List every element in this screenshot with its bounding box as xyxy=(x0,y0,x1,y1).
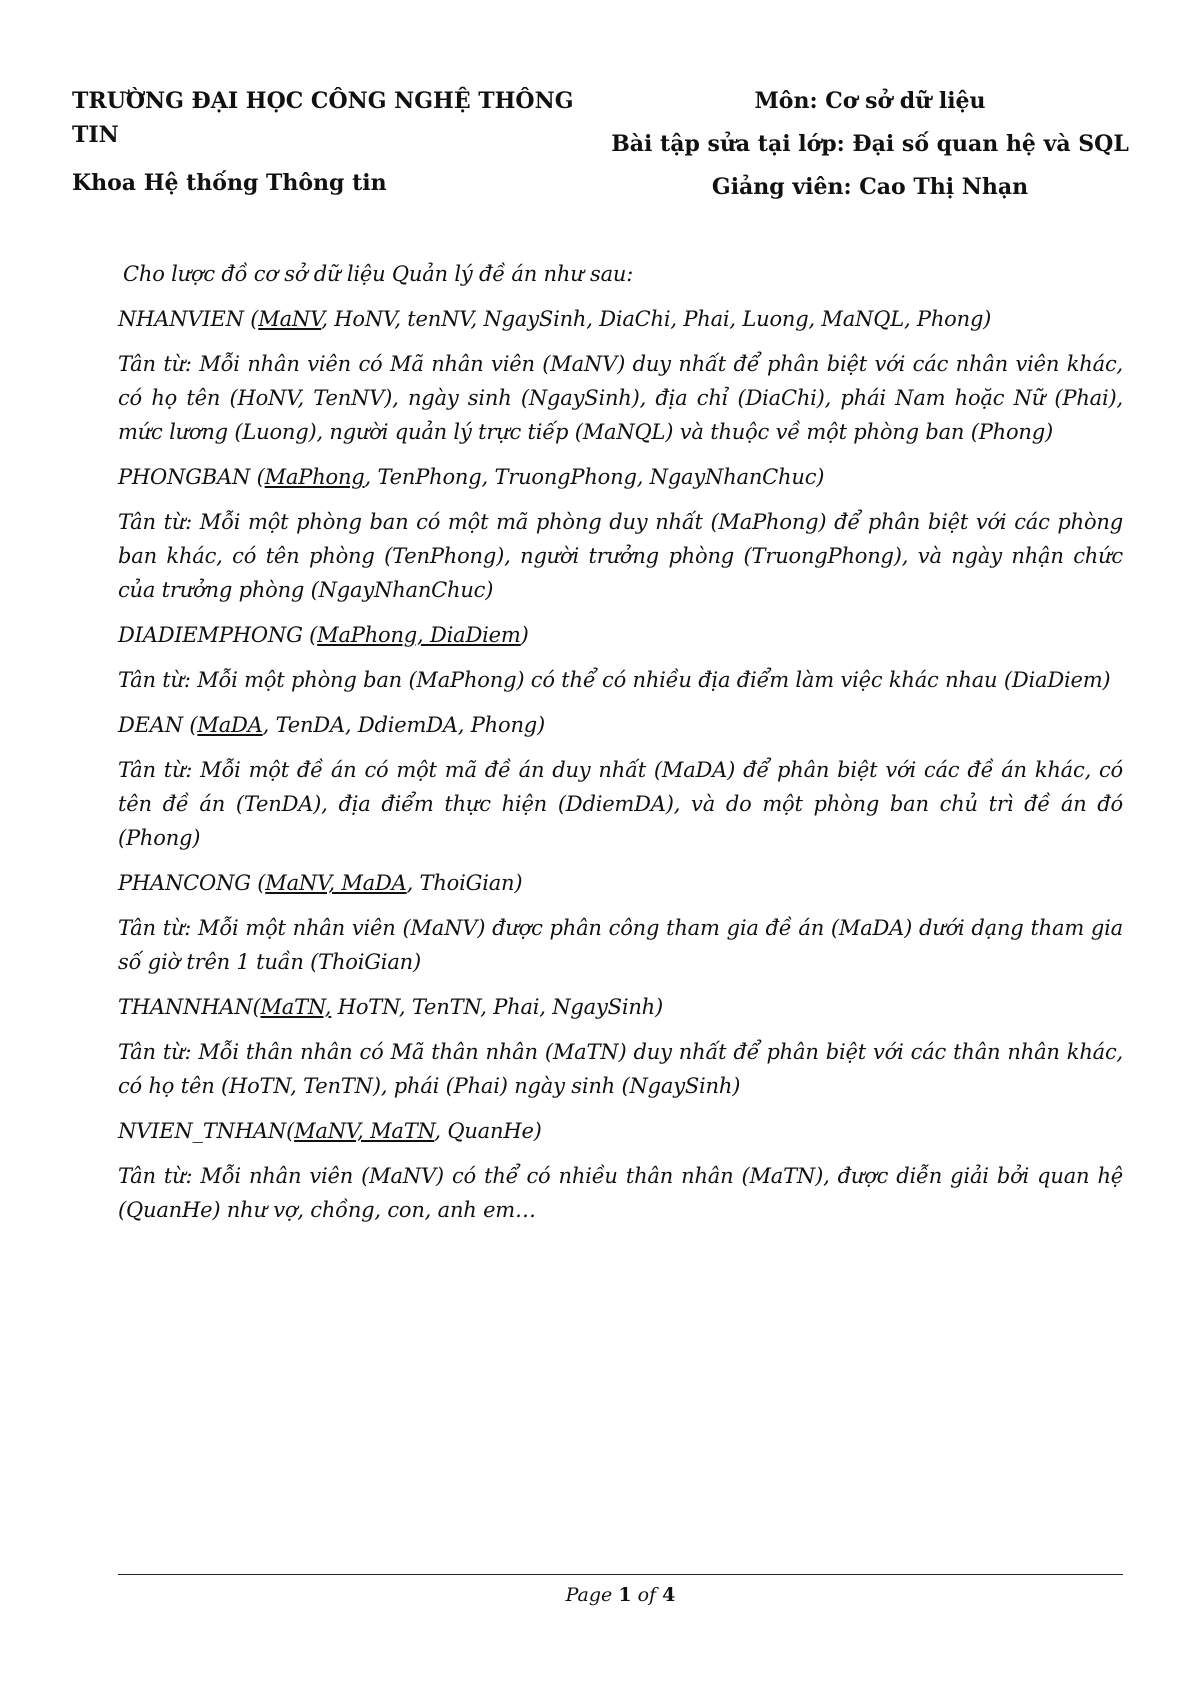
faculty-name: Khoa Hệ thống Thông tin xyxy=(72,170,387,196)
relation-attributes: , TenDA, DdiemDA, Phong) xyxy=(262,713,546,737)
description-thannhan: Tân từ: Mỗi thân nhân có Mã thân nhân (MaTN) duy nhất để phân biệt với các thân nhân khác, có họ tên (HoTN, TenTN), phái (Phai) ngày sinh (NgaySinh) xyxy=(118,1040,1123,1098)
relation-name: DIADIEMPHONG xyxy=(118,623,303,647)
university-name: TRƯỜNG ĐẠI HỌC CÔNG NGHỆ THÔNG TIN xyxy=(72,88,574,148)
subject-title: Môn: Cơ sở dữ liệu xyxy=(754,88,986,114)
document-body xyxy=(118,257,1123,1238)
description-nvien-tnhan: Tân từ: Mỗi nhân viên (MaNV) có thể có nhiều thân nhân (MaTN), được diễn giải bởi quan hệ (QuanHe) như vợ, chồng, con, anh em… xyxy=(118,1164,1123,1222)
primary-key: MaNV, MaDA xyxy=(265,871,407,895)
page-footer xyxy=(118,1584,1123,1606)
lecturer-name: Giảng viên: Cao Thị Nhạn xyxy=(711,174,1029,200)
schema-phongban: PHONGBAN (MaPhong, TenPhong, TruongPhong, NgayNhanChuc) xyxy=(118,465,825,489)
page-word: Page xyxy=(565,1584,613,1606)
description-nhanvien: Tân từ: Mỗi nhân viên có Mã nhân viên (MaNV) duy nhất để phân biệt với các nhân viên khác, có họ tên (HoNV, TenNV), ngày sinh (NgaySinh), địa chỉ (DiaChi), phái Nam hoặc Nữ (Phai), mức lương (Luong), người quản lý trực tiếp (MaNQL) và thuộc về một phòng ban (Phong) xyxy=(118,352,1123,444)
description-diadiemphong: Tân từ: Mỗi một phòng ban (MaPhong) có thể có nhiều địa điểm làm việc khác nhau (DiaDiem) xyxy=(118,668,1111,692)
schema-nhanvien: NHANVIEN (MaNV, HoNV, tenNV, NgaySinh, DiaChi, Phai, Luong, MaNQL, Phong) xyxy=(118,307,992,331)
relation-attributes: , HoNV, tenNV, NgaySinh, DiaChi, Phai, Luong, MaNQL, Phong) xyxy=(321,307,992,331)
relation-name: NVIEN_TNHAN xyxy=(118,1119,287,1143)
exercise-title: Bài tập sửa tại lớp: Đại số quan hệ và SQL xyxy=(611,131,1129,157)
relation-attributes: , QuanHe) xyxy=(434,1119,542,1143)
footer-divider xyxy=(118,1574,1123,1575)
page-number: 1 xyxy=(618,1584,632,1606)
primary-key: MaNV xyxy=(258,307,322,331)
relation-name: PHANCONG xyxy=(118,871,251,895)
schema-nvien-tnhan: NVIEN_TNHAN(MaNV, MaTN, QuanHe) xyxy=(118,1119,542,1143)
primary-key: MaTN, xyxy=(260,995,332,1019)
description-phongban: Tân từ: Mỗi một phòng ban có một mã phòng duy nhất (MaPhong) để phân biệt với các phòng ban khác, có tên phòng (TenPhong), người trưởng phòng (TruongPhong), và ngày nhận chức của trưởng phòng (NgayNhanChuc) xyxy=(118,510,1123,602)
description-dean: Tân từ: Mỗi một đề án có một mã đề án duy nhất (MaDA) để phân biệt với các đề án khác, có tên đề án (TenDA), địa điểm thực hiện (DdiemDA), và do một phòng ban chủ trì đề án đó (Phong) xyxy=(118,758,1123,850)
relation-name: PHONGBAN xyxy=(118,465,251,489)
relation-attributes: , ThoiGian) xyxy=(406,871,523,895)
schema-phancong: PHANCONG (MaNV, MaDA, ThoiGian) xyxy=(118,871,523,895)
relation-attributes: HoTN, TenTN, Phai, NgaySinh) xyxy=(331,995,663,1019)
primary-key: MaPhong xyxy=(264,465,365,489)
primary-key: MaNV, MaTN xyxy=(294,1119,435,1143)
of-word: of xyxy=(637,1584,657,1606)
header-right xyxy=(570,84,1170,213)
relation-attributes: , TenPhong, TruongPhong, NgayNhanChuc) xyxy=(364,465,825,489)
relation-name: NHANVIEN xyxy=(118,307,244,331)
schema-thannhan: THANNHAN(MaTN, HoTN, TenTN, Phai, NgaySinh) xyxy=(118,995,663,1019)
total-pages: 4 xyxy=(662,1584,676,1606)
schema-dean: DEAN (MaDA, TenDA, DdiemDA, Phong) xyxy=(118,713,546,737)
primary-key: MaDA xyxy=(197,713,263,737)
intro-text: Cho lược đồ cơ sở dữ liệu Quản lý đề án như sau: xyxy=(123,262,634,286)
relation-name: THANNHAN xyxy=(118,995,253,1019)
primary-key: MaPhong, DiaDiem xyxy=(317,623,521,647)
description-phancong: Tân từ: Mỗi một nhân viên (MaNV) được phân công tham gia đề án (MaDA) dưới dạng tham gia số giờ trên 1 tuần (ThoiGian) xyxy=(118,916,1123,974)
schema-diadiemphong: DIADIEMPHONG (MaPhong, DiaDiem) xyxy=(118,623,529,647)
relation-name: DEAN xyxy=(118,713,183,737)
relation-attributes: ) xyxy=(520,623,529,647)
header-left xyxy=(72,84,592,200)
